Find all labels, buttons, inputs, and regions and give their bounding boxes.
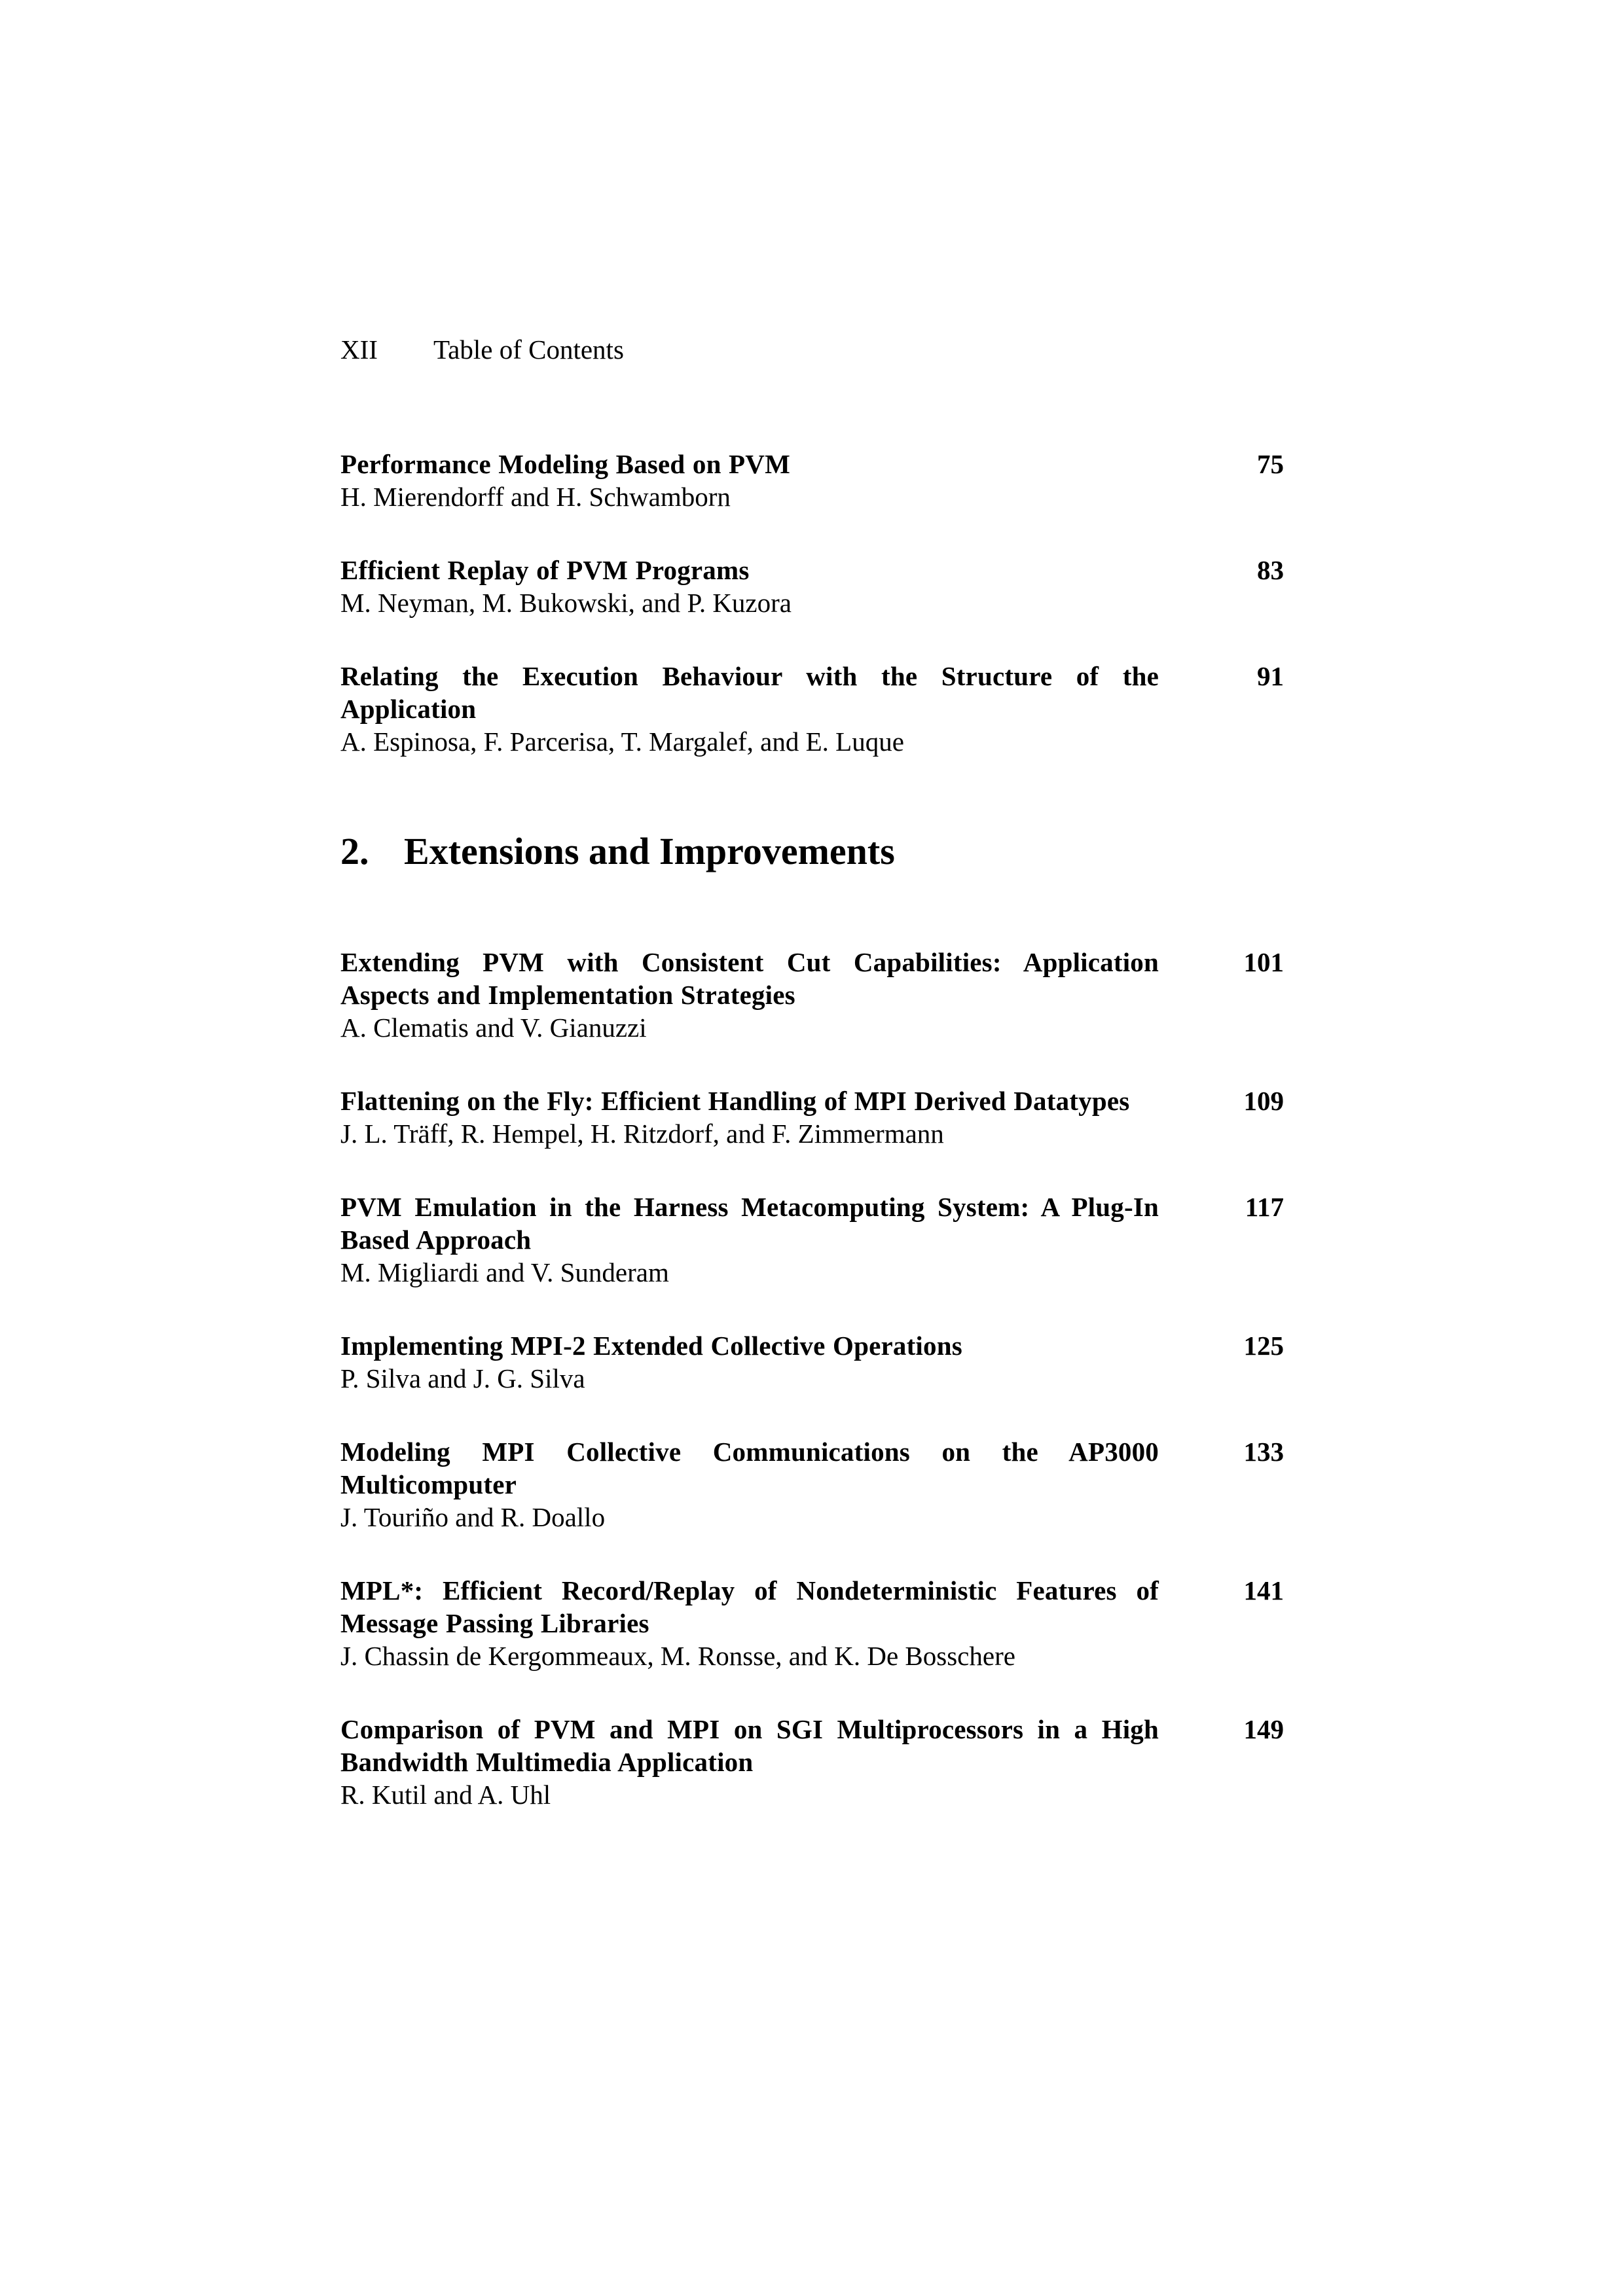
entry-authors: P. Silva and J. G. Silva — [340, 1363, 585, 1393]
toc-entry-title-row — [340, 1085, 1284, 1117]
entry-title: Efficient Replay of PVM Programs — [340, 555, 750, 585]
toc-entry — [340, 1713, 1284, 1811]
toc-entry — [340, 448, 1284, 513]
section-number: 2. — [340, 830, 369, 872]
entry-title: MPL*: Efficient Record/Replay of Nondeterministic Features of Message Passing Libraries — [340, 1575, 1159, 1638]
entry-title: Comparison of PVM and MPI on SGI Multiprocessors in a High Bandwidth Multimedia Application — [340, 1714, 1159, 1777]
section-title: Extensions and Improvements — [404, 830, 895, 872]
entry-authors: J. Touriño and R. Doallo — [340, 1502, 606, 1532]
entry-authors: R. Kutil and A. Uhl — [340, 1780, 551, 1810]
entry-page-number: 83 — [1257, 555, 1284, 585]
entry-page-number: 101 — [1243, 947, 1284, 977]
entry-authors: A. Espinosa, F. Parcerisa, T. Margalef, and E. Luque — [340, 726, 904, 757]
toc-entry-title-row — [340, 554, 1284, 586]
toc-entry-title-row — [340, 1191, 1284, 1256]
toc-entry — [340, 1085, 1284, 1150]
entry-authors: J. Chassin de Kergommeaux, M. Ronsse, and K. De Bosschere — [340, 1641, 1015, 1671]
toc-entry — [340, 1574, 1284, 1672]
section-heading — [340, 828, 1284, 875]
toc-entry-title-row — [340, 946, 1284, 1011]
toc-entry-title-row — [340, 1574, 1284, 1640]
entry-authors: J. L. Träff, R. Hempel, H. Ritzdorf, and F. Zimmermann — [340, 1119, 944, 1149]
entry-title: Extending PVM with Consistent Cut Capabilities: Application Aspects and Implementation Strategies — [340, 947, 1159, 1010]
toc-entries-after-section — [340, 946, 1284, 1811]
toc-entry-title-row — [340, 1713, 1284, 1778]
folio-page-number: XII — [340, 334, 378, 365]
toc-entry — [340, 554, 1284, 619]
toc-entry-title-row — [340, 1329, 1284, 1362]
entry-title: Flattening on the Fly: Efficient Handling of MPI Derived Datatypes — [340, 1086, 1130, 1116]
entry-authors: A. Clematis and V. Gianuzzi — [340, 1013, 647, 1043]
entry-title: PVM Emulation in the Harness Metacomputing System: A Plug-In Based Approach — [340, 1192, 1159, 1255]
entry-page-number: 91 — [1257, 661, 1284, 691]
page-content — [340, 333, 1284, 1852]
toc-entry — [340, 660, 1284, 758]
entry-page-number: 149 — [1243, 1714, 1284, 1744]
entry-authors: M. Migliardi and V. Sunderam — [340, 1257, 669, 1287]
toc-entry — [340, 1435, 1284, 1534]
entry-page-number: 117 — [1245, 1192, 1284, 1222]
toc-entries-before-section — [340, 448, 1284, 758]
entry-page-number: 125 — [1243, 1331, 1284, 1361]
toc-entry — [340, 1329, 1284, 1395]
entry-authors: M. Neyman, M. Bukowski, and P. Kuzora — [340, 588, 792, 618]
toc-entry — [340, 1191, 1284, 1289]
toc-entry-title-row — [340, 660, 1284, 725]
toc-entry — [340, 946, 1284, 1044]
running-header — [340, 333, 1284, 366]
entry-title: Performance Modeling Based on PVM — [340, 449, 790, 479]
toc-entry-title-row — [340, 1435, 1284, 1501]
entry-page-number: 75 — [1257, 449, 1284, 479]
entry-page-number: 109 — [1243, 1086, 1284, 1116]
entry-title: Modeling MPI Collective Communications on the AP3000 Multicomputer — [340, 1437, 1159, 1499]
entry-title: Relating the Execution Behaviour with the Structure of the Application — [340, 661, 1159, 724]
entry-title: Implementing MPI-2 Extended Collective Operations — [340, 1331, 962, 1361]
entry-page-number: 141 — [1243, 1575, 1284, 1605]
running-header-title: Table of Contents — [433, 334, 624, 365]
entry-page-number: 133 — [1243, 1437, 1284, 1467]
toc-entry-title-row — [340, 448, 1284, 480]
entry-authors: H. Mierendorff and H. Schwamborn — [340, 482, 731, 512]
